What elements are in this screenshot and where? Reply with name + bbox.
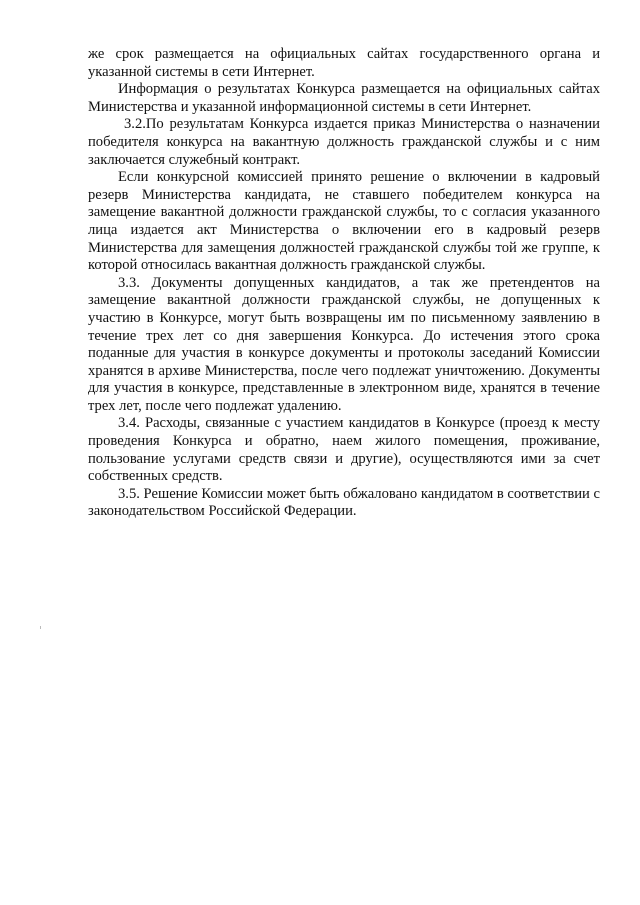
document-body: [88, 46, 600, 521]
paragraph-results-info: Информация о результатах Конкурса размещается на официальных сайтах Министерства и указанной информационной системы в сети Интернет.: [88, 81, 600, 115]
paragraph-continuation: же срок размещается на официальных сайтах государственного органа и указанной системы в сети Интернет.: [88, 46, 600, 80]
paragraph-3-5: 3.5. Решение Комиссии может быть обжаловано кандидатом в соответствии с законодательством Российской Федерации.: [88, 485, 600, 520]
paragraph-3-2: 3.2.По результатам Конкурса издается приказ Министерства о назначении победителя конкурса на вакантную должность гражданской службы и с ним заключается служебный контракт.: [88, 116, 600, 168]
paragraph-3-4: 3.4. Расходы, связанные с участием кандидатов в Конкурсе (проезд к месту проведения Конкурса и обратно, наем жилого помещения, проживание, пользование услугами средств связи и другие), осуществляются ими за счет собственных средств.: [88, 415, 600, 485]
scan-speck: [40, 626, 41, 629]
paragraph-3-3: 3.3. Документы допущенных кандидатов, а так же претендентов на замещение вакантной должности гражданской службы, не допущенных к участию в Конкурсе, могут быть возвращены им по письменному заявлению в течение трех лет со дня завершения Конкурса. До истечения этого срока поданные для участия в конкурсе документы и протоколы заседаний Комиссии хранятся в архиве Министерства, после чего подлежат уничтожению. Документы для участия в конкурсе, представленные в электронном виде, хранятся в течение трех лет, после чего подлежат удалению.: [88, 274, 600, 414]
paragraph-personnel-reserve: Если конкурсной комиссией принято решение о включении в кадровый резерв Министерства кандидата, не ставшего победителем конкурса на замещение вакантной должности гражданской службы, то с согласия указанного лица издается акт Министерства о включении его в кадровый резерв Министерства для замещения должностей гражданской службы той же группе, к которой относилась вакантная должность гражданской службы.: [88, 169, 600, 274]
